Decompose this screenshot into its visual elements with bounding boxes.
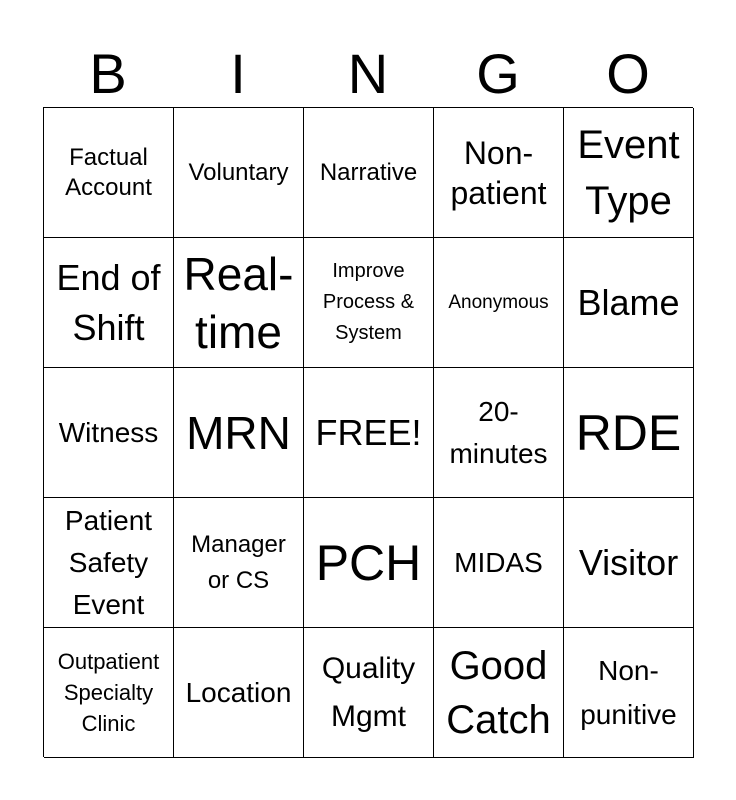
header-letter-i: I [230,42,246,105]
bingo-cell[interactable] [304,498,434,628]
cell-line: Voluntary [188,158,289,186]
cell-line: Manager [191,530,286,558]
cell-line: Event [577,122,680,167]
cell-line: Catch [446,697,551,742]
bingo-cell[interactable] [44,238,174,368]
cell-line: time [195,305,282,358]
cell-line: Outpatient [57,649,160,674]
cell-line: punitive [580,698,677,730]
bingo-cell[interactable] [434,498,564,628]
cell-line: Visitor [578,541,679,583]
cell-line: Factual [69,143,148,171]
bingo-cell[interactable] [564,238,694,368]
bingo-cell[interactable] [434,368,564,498]
bingo-cell[interactable] [434,108,564,238]
bingo-cell[interactable] [564,108,694,238]
cell-line: Patient [64,504,153,536]
header-letter-g: G [476,42,520,105]
cell-line: Shift [72,306,145,348]
bingo-header [43,40,693,108]
bingo-cell[interactable] [174,108,304,238]
bingo-cell[interactable] [44,108,174,238]
cell-line: MIDAS [454,546,543,578]
cell-line: Anonymous [448,291,549,313]
cell-line: Witness [58,416,159,448]
bingo-cell[interactable] [304,238,434,368]
bingo-cell[interactable] [304,108,434,238]
cell-line: FREE! [315,411,422,453]
header-letter-o: O [606,42,650,105]
cell-line: PCH [315,534,422,591]
cell-line: Blame [577,281,680,323]
bingo-cell[interactable] [174,628,304,758]
cell-line: Non- [463,134,534,171]
bingo-board [43,107,693,757]
cell-line: Non- [598,654,659,686]
bingo-cell[interactable] [174,498,304,628]
cell-line: Real- [183,247,294,300]
cell-line: Improve [332,260,405,282]
cell-line: Quality [321,651,416,685]
bingo-cell[interactable] [44,628,174,758]
cell-line: Event [72,588,145,620]
cell-line: Location [185,676,292,708]
cell-line: patient [450,174,547,211]
cell-line: System [335,322,402,344]
cell-line: Process & [322,291,415,313]
bingo-cell[interactable] [44,498,174,628]
bingo-cell[interactable] [174,238,304,368]
cell-line: Clinic [81,711,136,736]
bingo-cell-free[interactable] [304,368,434,498]
cell-line: Account [65,173,152,201]
bingo-cell[interactable] [564,368,694,498]
cell-line: minutes [449,437,548,469]
bingo-cell[interactable] [434,238,564,368]
cell-line: MRN [186,406,291,459]
bingo-cell[interactable] [44,368,174,498]
cell-line: 20- [478,395,519,427]
cell-line: Safety [68,546,149,578]
bingo-cell[interactable] [304,628,434,758]
header-letter-b: B [89,42,127,105]
cell-line: End of [56,256,161,298]
cell-line: Narrative [319,158,418,186]
bingo-cell[interactable] [174,368,304,498]
bingo-cell[interactable] [434,628,564,758]
cell-line: or CS [207,566,270,594]
header-letter-n: N [347,42,389,105]
cell-line: Specialty [63,680,154,705]
bingo-cell[interactable] [564,628,694,758]
bingo-cell[interactable] [564,498,694,628]
cell-line: Type [585,178,672,223]
cell-line: Mgmt [331,699,406,733]
cell-line: Good [449,643,548,688]
cell-line: RDE [575,404,682,461]
